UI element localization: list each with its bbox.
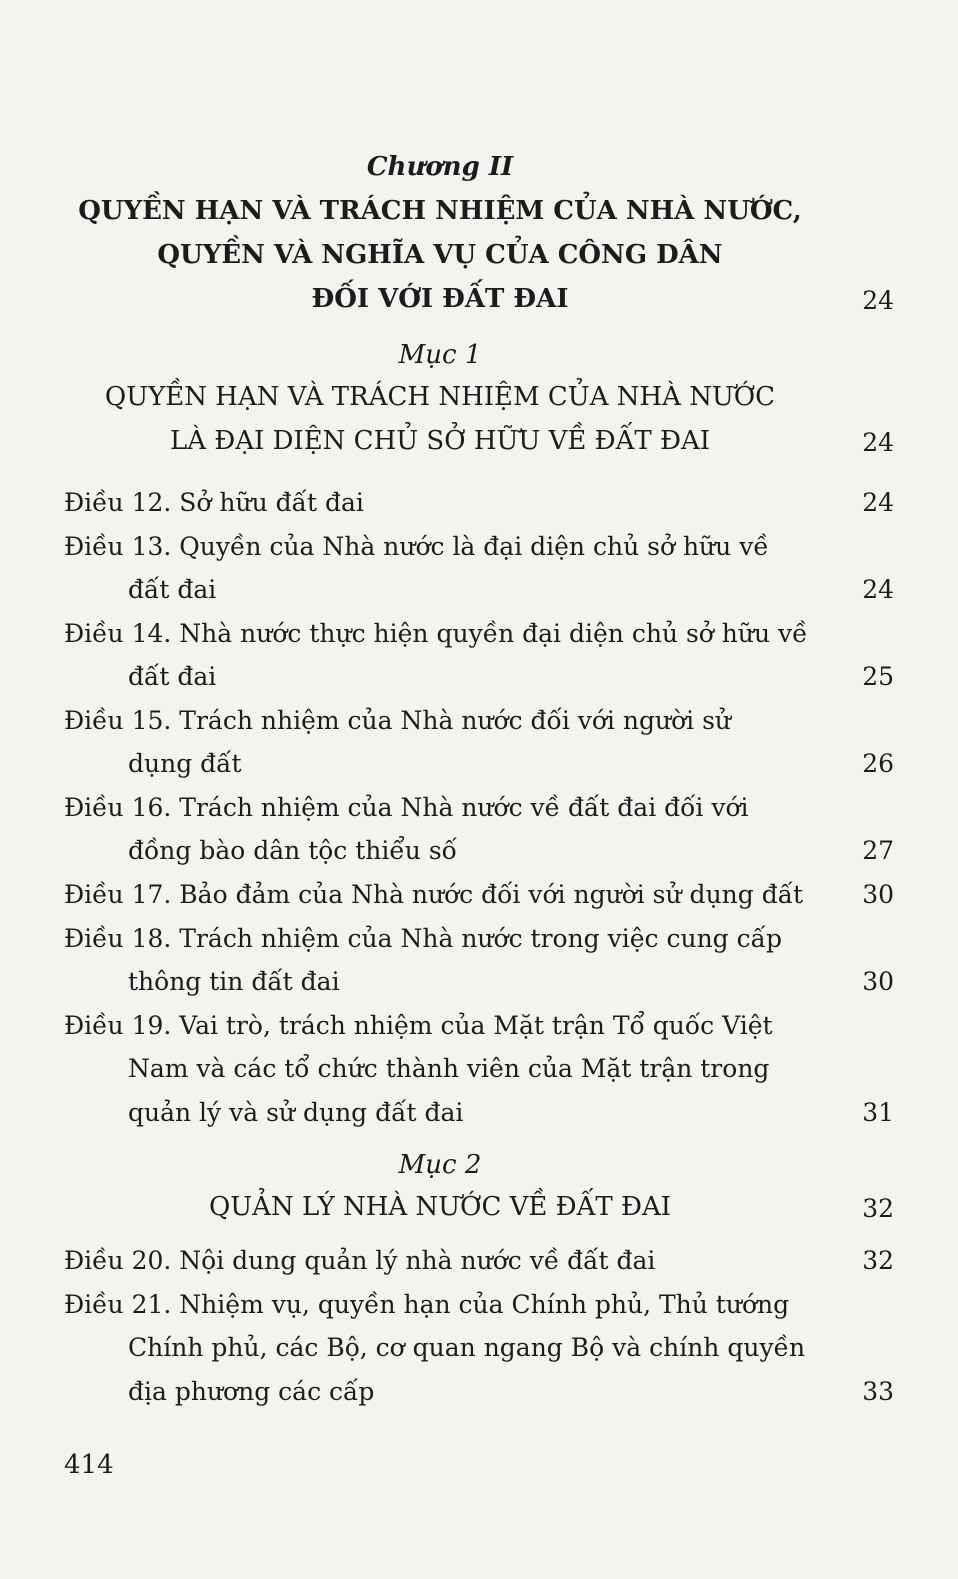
section-page-number: 32: [862, 1194, 894, 1223]
toc-entry-line: đất đai: [128, 662, 217, 691]
folio-page-number: 414: [64, 1450, 114, 1480]
toc-page-number: 27: [862, 836, 894, 865]
toc-page-number: 24: [862, 488, 894, 517]
toc-entry-line: Điều 15. Trách nhiệm của Nhà nước đối với người sử: [64, 706, 732, 735]
chapter-page-number: 24: [862, 286, 894, 315]
toc-entry-line: Nam và các tổ chức thành viên của Mặt trận trong: [128, 1054, 770, 1083]
section-title-line: QUYỀN HẠN VÀ TRÁCH NHIỆM CỦA NHÀ NƯỚC: [104, 382, 776, 412]
toc-page-number: 32: [862, 1246, 894, 1275]
toc-entry-line: Chính phủ, các Bộ, cơ quan ngang Bộ và chính quyền: [128, 1333, 806, 1362]
toc-page-number: 24: [862, 575, 894, 604]
toc-entry-line: Điều 19. Vai trò, trách nhiệm của Mặt trận Tổ quốc Việt: [64, 1011, 773, 1040]
toc-entry-line: Điều 16. Trách nhiệm của Nhà nước về đất đai đối với: [64, 793, 749, 822]
toc-entry-line: đất đai: [128, 575, 217, 604]
toc-entry-line: Điều 20. Nội dung quản lý nhà nước về đất đai: [64, 1246, 656, 1275]
toc-entry-line: đồng bào dân tộc thiểu số: [128, 836, 457, 865]
toc-entry-line: địa phương các cấp: [128, 1377, 375, 1406]
section-label: Mục 1: [398, 340, 482, 370]
section-page-number: 24: [862, 428, 894, 457]
chapter-title-line: QUYỀN VÀ NGHĨA VỤ CỦA CÔNG DÂN: [157, 240, 723, 270]
toc-entry-line: dụng đất: [128, 749, 242, 778]
toc-page-number: 25: [862, 662, 894, 691]
toc-entry-line: Điều 13. Quyền của Nhà nước là đại diện chủ sở hữu về: [64, 532, 769, 561]
toc-page-number: 26: [862, 749, 894, 778]
toc-entry-line: thông tin đất đai: [128, 967, 340, 996]
chapter-title-line: QUYỀN HẠN VÀ TRÁCH NHIỆM CỦA NHÀ NƯỚC,: [78, 196, 802, 226]
toc-page-number: 30: [862, 967, 894, 996]
toc-page-number: 30: [862, 880, 894, 909]
toc-entry-line: Điều 21. Nhiệm vụ, quyền hạn của Chính phủ, Thủ tướng: [64, 1290, 790, 1319]
toc-entry-line: quản lý và sử dụng đất đai: [128, 1098, 464, 1127]
toc-page-number: 31: [862, 1098, 894, 1127]
section-title-line: LÀ ĐẠI DIỆN CHỦ SỞ HỮU VỀ ĐẤT ĐAI: [169, 426, 711, 456]
section-label: Mục 2: [398, 1150, 482, 1180]
chapter-title-line: ĐỐI VỚI ĐẤT ĐAI: [311, 284, 569, 314]
toc-entry-line: Điều 12. Sở hữu đất đai: [64, 488, 364, 517]
toc-entry-line: Điều 17. Bảo đảm của Nhà nước đối với người sử dụng đất: [64, 880, 804, 909]
toc-page-number: 33: [862, 1377, 894, 1406]
section-title: QUẢN LÝ NHÀ NƯỚC VỀ ĐẤT ĐAI: [208, 1192, 672, 1222]
toc-entry-line: Điều 18. Trách nhiệm của Nhà nước trong việc cung cấp: [64, 924, 782, 953]
chapter-label: Chương II: [366, 152, 514, 182]
toc-entry-line: Điều 14. Nhà nước thực hiện quyền đại diện chủ sở hữu về: [64, 619, 808, 648]
